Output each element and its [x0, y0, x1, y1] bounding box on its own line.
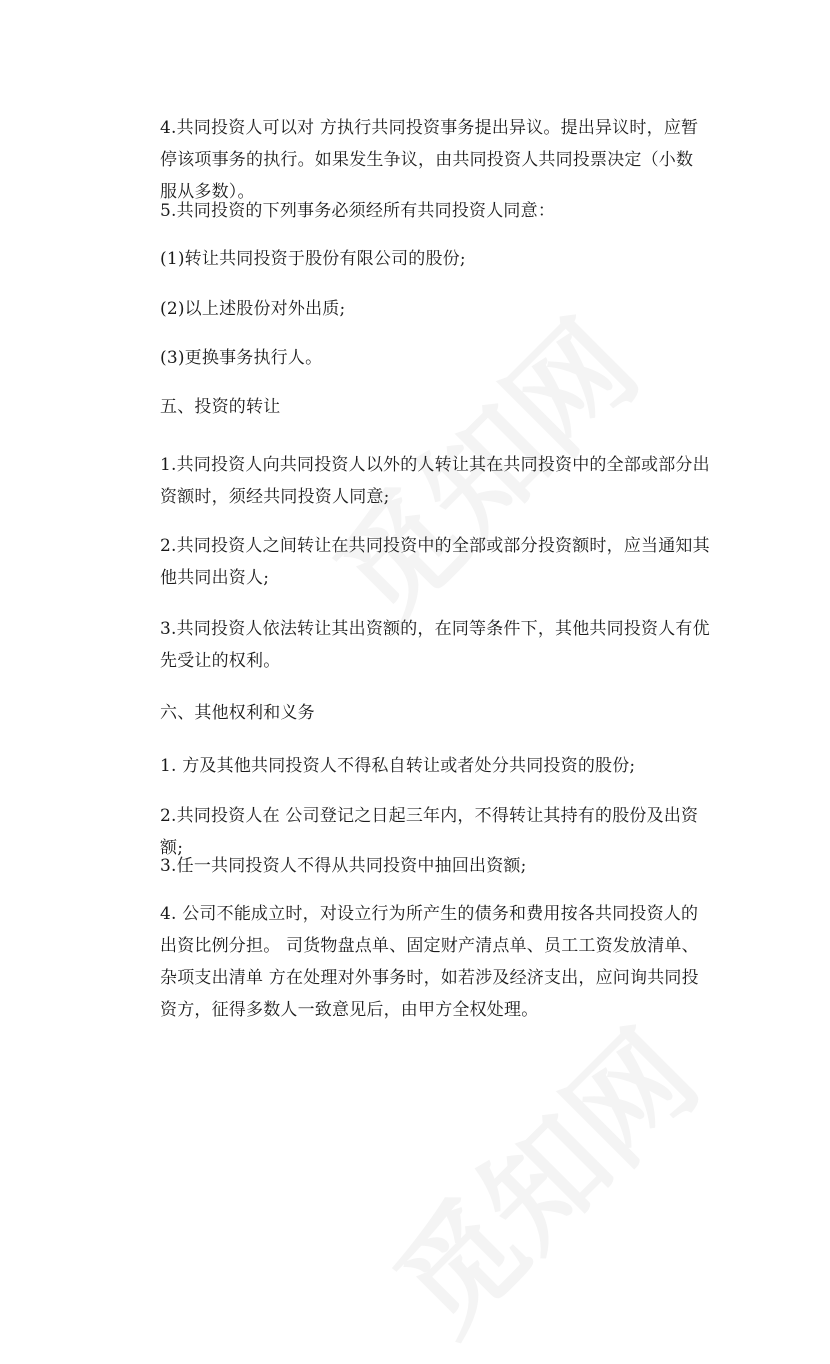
- list-item-2: (2)以上述股份对外出质;: [160, 299, 346, 319]
- list-item-3: (3)更换事务执行人。: [160, 348, 323, 368]
- paragraph-4: 4.共同投资人可以对 方执行共同投资事务提出异议。提出异议时，应暂停该项事务的执行。如果发生争议，由共同投资人共同投票决定（小数服从多数）。: [160, 118, 699, 202]
- rights-item-2: 2.共同投资人在 公司登记之日起三年内，不得转让其持有的股份及出资额;: [160, 806, 699, 858]
- section-heading-rights: 六、其他权利和义务: [160, 703, 315, 723]
- rights-item-1: 1. 方及其他共同投资人不得私自转让或者处分共同投资的股份;: [160, 756, 636, 776]
- paragraph-5: 5.共同投资的下列事务必须经所有共同投资人同意：: [160, 201, 556, 221]
- transfer-item-3: 3.共同投资人依法转让其出资额的，在同等条件下，其他共同投资人有优先受让的权利。: [160, 619, 710, 671]
- watermark: [352, 988, 728, 1364]
- section-heading-transfer: 五、投资的转让: [160, 397, 281, 417]
- transfer-item-2: 2.共同投资人之间转让在共同投资中的全部或部分投资额时，应当通知其他共同出资人;: [160, 536, 710, 588]
- list-item-1: (1)转让共同投资于股份有限公司的股份;: [160, 249, 466, 269]
- transfer-item-1: 1.共同投资人向共同投资人以外的人转让其在共同投资中的全部或部分出资额时，须经共同投资人同意;: [160, 455, 710, 507]
- rights-item-4: 4. 公司不能成立时，对设立行为所产生的债务和费用按各共同投资人的出资比例分担。 司货物盘点单、固定财产清点单、员工工资发放清单、杂项支出清单 方在处理对外事务时，如若涉及经济支出，应问询共同投资方，征得多数人一致意见后，由甲方全权处理。: [160, 904, 699, 1020]
- rights-item-3: 3.任一共同投资人不得从共同投资中抽回出资额;: [160, 856, 527, 876]
